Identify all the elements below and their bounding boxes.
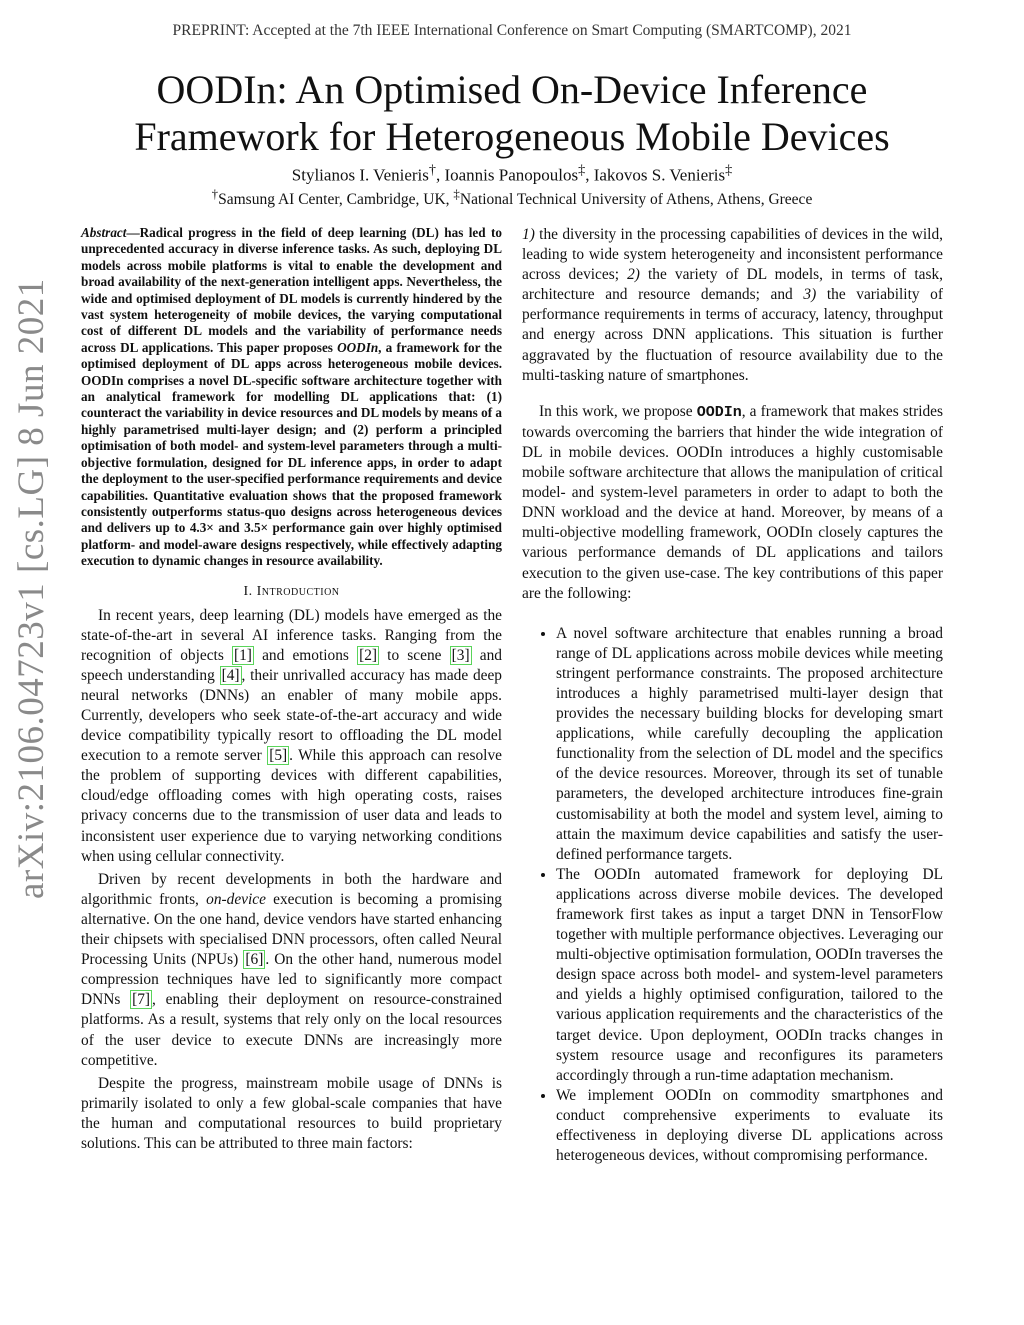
right-column: [522, 225, 943, 1166]
preprint-note: PREPRINT: Accepted at the 7th IEEE International Conference on Smart Computing (SMARTCOMP), 2021: [172, 22, 852, 39]
abstract-label: Abstract: [81, 225, 127, 240]
title-line-1: OODIn: An Optimised On-Device Inference: [156, 67, 868, 112]
affiliations: [0, 186, 1024, 209]
contributions-list: [522, 624, 943, 1167]
factors-paragraph: 1) the diversity in the processing capabilities of devices in the wild, leading to wide system heterogeneity and inconsistent performance across devices; 2) the variety of DL models, in terms of task, architecture and resource demands; and 3) the variability of performance requirements in terms of accuracy, latency, throughput and energy across DNN applications. This situation is further aggravated by the fluctuation of resource availability due to the multi-tasking nature of smartphones.: [522, 226, 943, 384]
proposal-paragraph: In this work, we propose OODIn, a framework that makes strides towards overcoming the barriers that hinder the wide integration of DL in mobile devices. OODIn introduces a highly customisable mobile software architecture that allows the manipulation of critical model- and system-level parameters in order to adapt to both the DNN workload and the device at hand. Moreover, by means of a multi-objective modelling framework, OODIn closely captures the various performance demands of DL applications and tailors execution to the given use-case. The key contributions of this paper are the following:: [522, 402, 944, 602]
citation-link[interactable]: [3]: [451, 646, 470, 664]
citation-link[interactable]: [5]: [269, 747, 288, 765]
section-heading-introduction: I. Introduction: [243, 583, 340, 599]
citation-link[interactable]: [6]: [245, 951, 264, 969]
intro-paragraph-3: Despite the progress, mainstream mobile usage of DNNs is primarily isolated to only a few global-scale companies that have the human and computational resources to build proprietary solutions. This can be attributed to three main factors:: [81, 1074, 502, 1152]
title-line-2: Framework for Heterogeneous Mobile Devices: [134, 114, 890, 159]
ddagger-mark: ‡: [453, 186, 460, 201]
citation-link[interactable]: [1]: [233, 646, 252, 664]
list-item: • The OODIn automated framework for deploying DL applications across diverse mobile devices. The developed framework first takes as input a target DNN in TensorFlow together with multiple performance objectives. Leveraging our multi-objective optimisation formulation, OODIn traverses the design space across both model- and system-level parameters and yields a highly optimised configuration, tailored to the various application requirements and the characteristics of the target device. Upon deployment, OODIn tracks changes in system resource usage and reconfigures its parameters accordingly through a run-time adaptation mechanism.: [556, 865, 943, 1086]
framework-name: OODIn: [337, 339, 379, 355]
citation-link[interactable]: [7]: [132, 991, 151, 1009]
list-item: • A novel software architecture that enables running a broad range of DL applications across mobile devices while meeting stringent performance constraints. The proposed architecture introduces a highly parametrised multi-layer design that provides the necessary building blocks for developing smart applications, while carefully decoupling the application functionality from the selection of DL model and the specifics of the device resources. Moreover, through its set of tunable parameters, the developed architecture introduces fine-grain customisability at both the model and system level, aiming to attain the maximum device capabilities and satisfy the user-defined performance targets.: [556, 624, 943, 865]
author-1: Stylianos I. Venieris: [291, 165, 429, 185]
arxiv-identifier: arXiv:2106.04723v1 [cs.LG] 8 Jun 2021: [11, 278, 52, 899]
dagger-mark: †: [428, 162, 436, 178]
affiliation-2: National Technical University of Athens, Athens, Greece: [459, 191, 813, 209]
author-list: Stylianos I. Venieris†, Ioannis Panopoulos‡, Iakovos S. Venieris‡: [291, 162, 733, 185]
citation-link[interactable]: [4]: [221, 666, 240, 684]
abstract: Abstract—Radical progress in the field of deep learning (DL) has led to unprecedented accuracy in diverse inference tasks. As such, deploying DL models across mobile platforms is vital to enable the development and broad availability of the next-generation intelligent apps. Nevertheless, the wide and optimised deployment of DL models is currently hindered by the vast system heterogeneity of mobile devices, the varying computational cost of different DL models and the variability of performance needs across DL applications. This paper proposes OODIn, a framework for the optimised deployment of DL apps across heterogeneous mobile devices. OODIn comprises a novel DL-specific software architecture together with an analytical framework for modelling DL applications that: (1) counteract the variability in device resources and DL models by means of a highly parametrised multi-layer design; and (2) perform a principled optimisation of both model- and system-level parameters through a multi-objective formulation, designed for DL inference apps, in order to adapt the deployment to the user-specified performance requirements and device capabilities. Quantitative evaluation shows that the proposed framework consistently outperforms status-quo designs across heterogeneous devices and delivers up to 4.3× and 3.5× performance gain over highly optimised platform- and model-aware designs respectively, while effectively adapting execution to dynamic changes in resource availability.: [81, 225, 502, 569]
framework-name-mono: OODIn: [696, 403, 742, 421]
dagger-mark: †: [211, 186, 219, 201]
intro-paragraph-1: In recent years, deep learning (DL) models have emerged as the state-of-the-art in several AI inference tasks. Ranging from the recognition of objects [1] and emotions [2] to scene [3] and speech understanding [4] , their unrivalled accuracy has made deep neural networks (DNNs) an enabler of many mobile apps. Currently, developers who seek state-of-the-art accuracy and wide device compatibility typically resort to offloading the DL model execution to a remote server [5] . While this approach can resolve the problem of supporting devices with different capabilities, cloud/edge offloading comes with high operating costs, raises privacy concerns due to the transmission of user data and leads to inconsistent user experience due to varying networking conditions when using cellular connectivity.: [81, 606, 502, 865]
intro-paragraph-2: Driven by recent developments in both the hardware and algorithmic fronts, on-device execution is becoming a promising alternative. On the one hand, device vendors have started enhancing their chipsets with specialised DNN processors, often called Neural Processing Units (NPUs) [6] . On the other hand, numerous model compression techniques have led to significantly more compact DNNs [7] , enabling their deployment on resource-constrained platforms. As a result, systems that rely only on the local resources of the user device to execute DNNs are increasingly more competitive.: [81, 870, 502, 1069]
list-item: • We implement OODIn on commodity smartphones and conduct comprehensive experiments to evaluate its effectiveness in deploying diverse DL applications across heterogeneous devices, without compromising performance.: [556, 1086, 943, 1166]
author-3: Iakovos S. Venieris: [593, 165, 726, 185]
citation-link[interactable]: [2]: [359, 646, 378, 664]
author-2: Ioannis Panopoulos: [444, 165, 579, 185]
ddagger-mark: ‡: [578, 162, 586, 178]
affiliation-1: Samsung AI Center, Cambridge, UK,: [218, 191, 454, 209]
ddagger-mark: ‡: [725, 162, 733, 178]
left-column: [81, 225, 502, 1154]
paper-title: [60, 66, 964, 160]
